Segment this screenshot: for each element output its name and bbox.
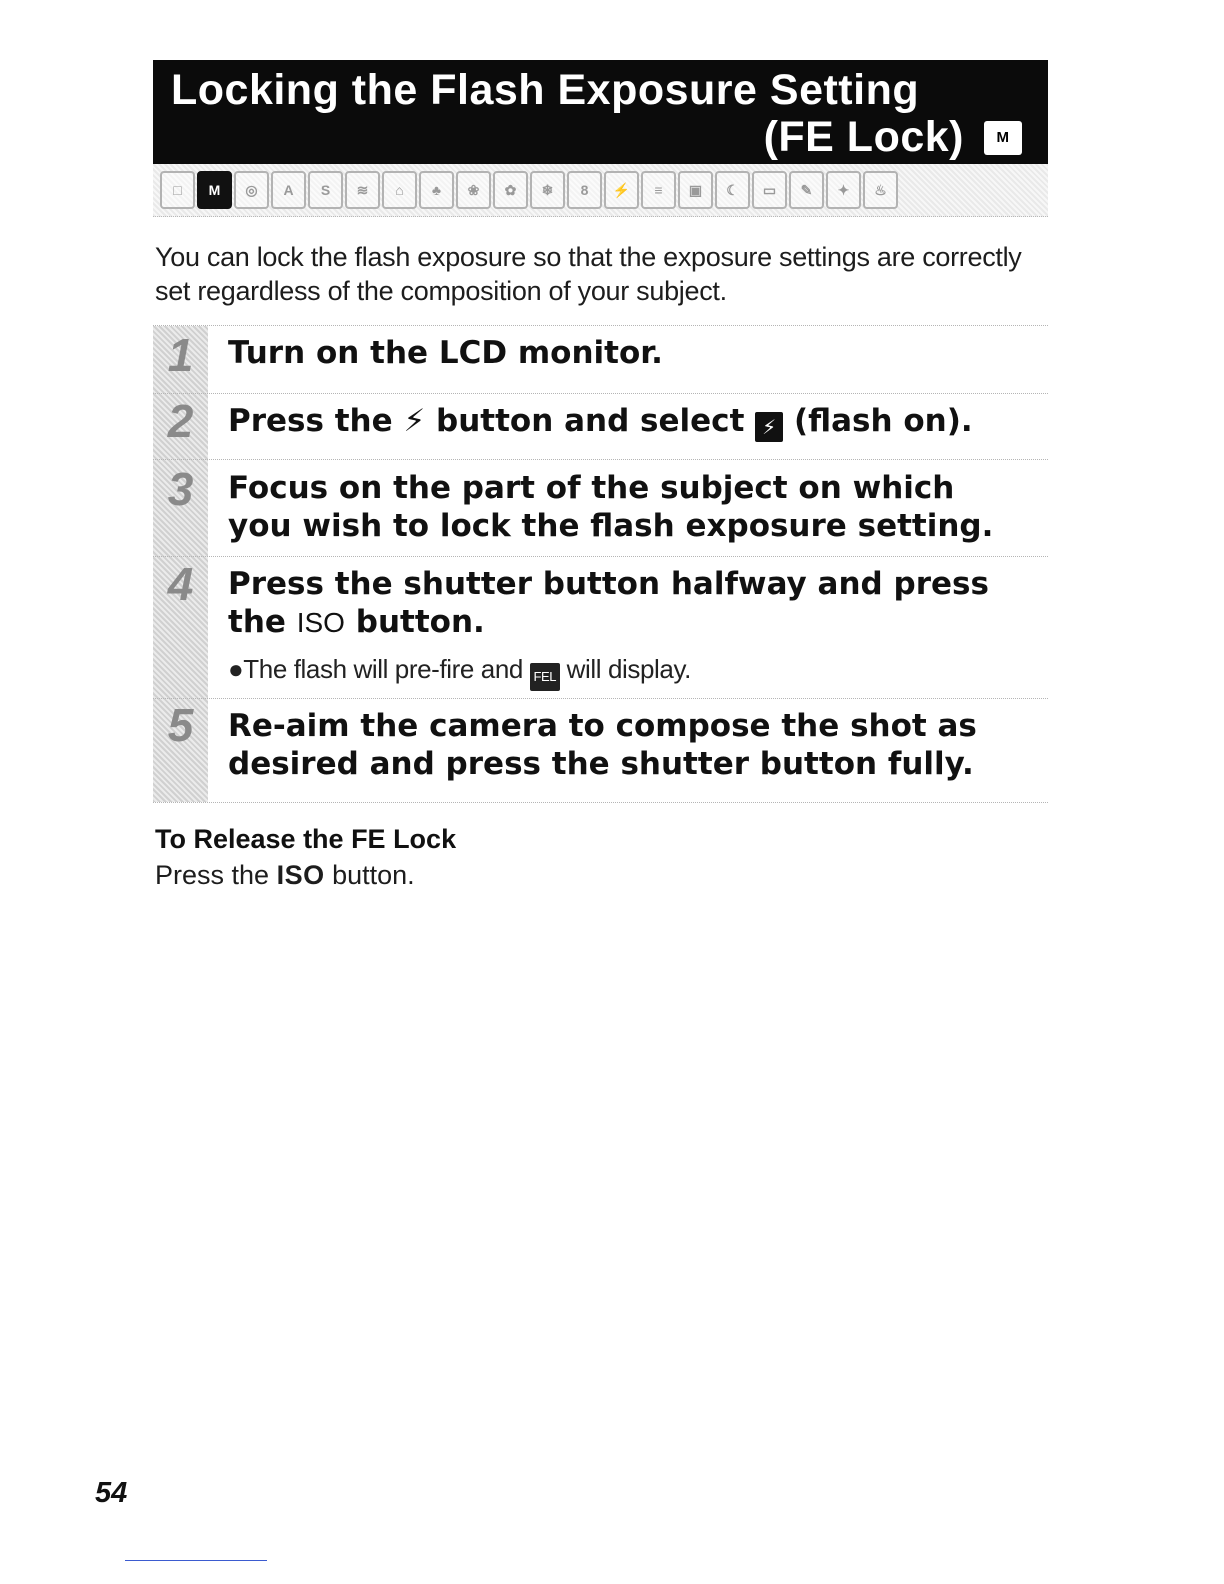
step-divider [153,393,1048,394]
fel-icon: FEL [530,663,560,691]
step-4-detail [228,654,691,691]
indoor-mode-icon: ⌂ [382,171,417,209]
step-4-number: 4 [167,558,194,610]
step-1-number: 1 [167,329,194,381]
sport-mode-icon: ⚡ [604,171,639,209]
release-heading: To Release the FE Lock [155,824,457,854]
underwater-mode-icon: ≡ [641,171,676,209]
bottom-rule [125,1560,267,1561]
fireworks-mode-icon: ✿ [493,171,528,209]
camera-m-mode-icon: M [984,121,1022,155]
color-accent-mode-icon: A [271,171,306,209]
steps-list [153,325,1048,803]
step-3-title-line2: you wish to lock the flash exposure setting. [228,508,994,544]
step-4-detail-before: ●The flash will pre-fire and [228,654,523,684]
page-title-banner [153,60,1048,164]
stitch-assist-mode-icon: ≋ [345,171,380,209]
step-2-title [228,402,973,442]
step-divider [153,698,1048,699]
step-3-title-line1: Focus on the part of the subject on which [228,470,955,506]
step-divider [153,556,1048,557]
digital-macro-mode-icon: ◎ [234,171,269,209]
page-title-line2-text: (FE Lock) [763,113,964,161]
step-2-number: 2 [167,395,194,447]
step-divider [153,459,1048,460]
step-4-text-after: button. [355,604,485,640]
release-body-before: Press the [155,860,270,890]
step-5-number: 5 [167,699,194,751]
release-body [155,860,415,891]
step-3-number: 3 [167,463,194,515]
step-1-title: Turn on the LCD monitor. [228,335,663,371]
color-swap-mode-icon: S [308,171,343,209]
step-5-title-line1: Re-aim the camera to compose the shot as [228,708,977,744]
special-scene-mode-icon: ♨ [863,171,898,209]
step-2-text-before: Press the [228,403,393,439]
step-5-title-line2: desired and press the shutter button fully. [228,746,974,782]
movie-mode-icon: ▭ [752,171,787,209]
flash-on-icon: ⚡ [755,412,783,442]
foliage-mode-icon: ♣ [419,171,454,209]
step-4-detail-after: will display. [566,654,691,684]
manual-mode-icon: M [197,171,232,209]
portrait-mode-icon: ✎ [789,171,824,209]
step-2-text-middle: button and select [436,403,745,439]
page-title-line1: Locking the Flash Exposure Setting [171,66,920,114]
kids-pets-mode-icon: ❀ [456,171,491,209]
snow-mode-icon: ❄ [530,171,565,209]
step-2-text-after: (flash on). [793,403,973,439]
step-4-title-line1: Press the shutter button halfway and press [228,566,989,602]
landscape-mode-icon: ✦ [826,171,861,209]
page-title-line2 [764,113,1022,162]
night-mode-icon: ☾ [715,171,750,209]
step-4-text-before: the [228,604,286,640]
intro-paragraph: You can lock the flash exposure so that the exposure settings are correctly set regardless of the composition of your subject. [155,242,1022,306]
auto-mode-icon: □ [160,171,195,209]
beach-mode-icon: 8 [567,171,602,209]
page-number: 54 [95,1477,128,1509]
shooting-mode-strip [153,164,1048,217]
step-4-title-line2 [228,603,485,642]
release-body-after: button. [332,860,415,890]
flash-button-icon: ⚡ [403,403,426,439]
iso-button-label: ISO [276,860,325,890]
aquarium-mode-icon: ▣ [678,171,713,209]
iso-button-label: ISO [296,607,345,638]
